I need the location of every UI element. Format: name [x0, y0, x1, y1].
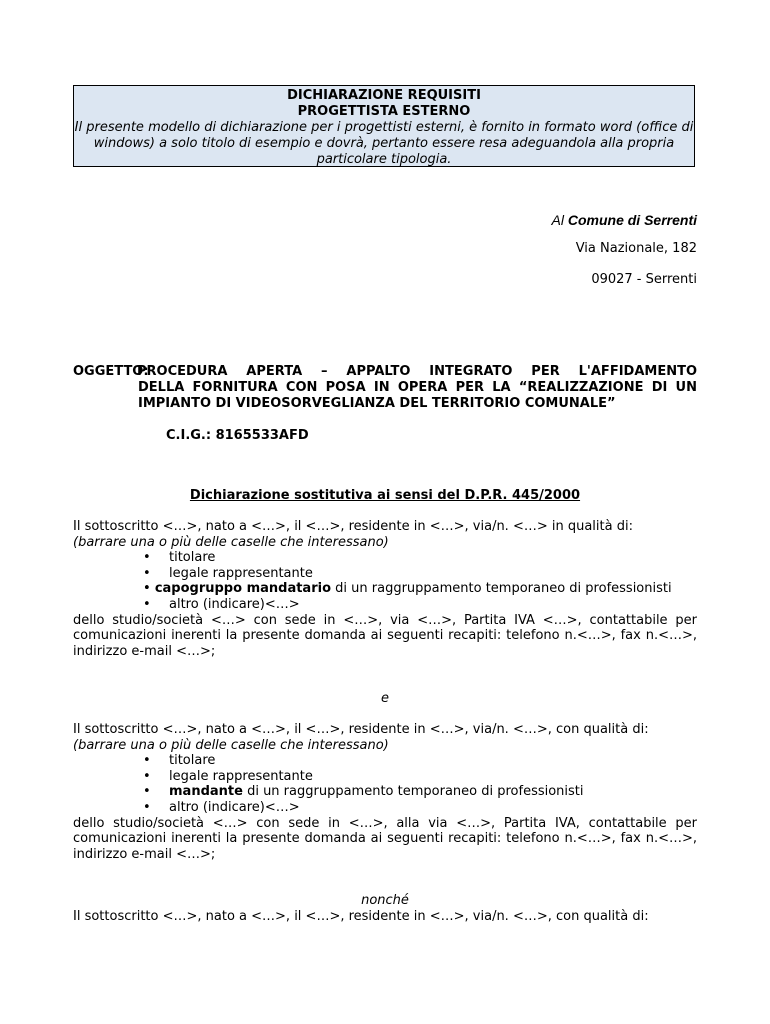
declarant-block-2 — [73, 722, 697, 862]
recipient-prefix: Al — [551, 212, 564, 228]
list-item: • legale rappresentante — [73, 769, 697, 785]
block1-options — [73, 550, 697, 612]
block2-hint: (barrare una o più delle caselle che interessano) — [73, 737, 389, 753]
subject-block — [73, 364, 697, 412]
subject-line1: PROCEDURA APERTA – APPALTO INTEGRATO PER L'AFFIDAMENTO — [137, 364, 697, 379]
recipient-city: 09027 - Serrenti — [591, 272, 697, 287]
block2-intro: Il sottoscritto <…>, nato a <…>, il <…>, residente in <…>, via/n. <…>, con qualità di: — [73, 722, 649, 737]
header-box — [73, 85, 695, 167]
block1-hint: (barrare una o più delle caselle che interessano) — [73, 534, 389, 550]
cig-code: C.I.G.: 8165533AFD — [166, 428, 309, 443]
list-item — [73, 784, 697, 800]
block1-studio: dello studio/società <…> con sede in <…>, via <…>, Partita IVA <…>, contattabile per comunicazioni inerenti la presente domanda ai seguenti recapiti: telefono n.<…>, fax n.<…>, indirizzo e-mail <…>; — [73, 612, 697, 659]
subject-rest: DELLA FORNITURA CON POSA IN OPERA PER LA “REALIZZAZIONE DI UN IMPIANTO DI VIDEOSORVEGLIANZA DEL TERRITORIO COMUNALE” — [138, 380, 697, 411]
recipient-name-line — [552, 212, 697, 228]
list-item: • titolare — [73, 753, 697, 769]
block3-intro: Il sottoscritto <…>, nato a <…>, il <…>, residente in <…>, via/n. <…>, con qualità di: — [73, 909, 649, 924]
section-title: Dichiarazione sostitutiva ai sensi del D.P.R. 445/2000 — [189, 488, 581, 503]
list-item: • altro (indicare)<…> — [73, 800, 697, 816]
header-title-line1: DICHIARAZIONE REQUISITI — [287, 88, 481, 103]
conjunction-nonche: nonché — [361, 893, 409, 908]
recipient-name: Comune di Serrenti — [567, 212, 697, 228]
conjunction-e: e — [381, 691, 389, 706]
block2-opt3-rest: di un raggruppamento temporaneo di professionisti — [242, 784, 584, 800]
block1-opt3-rest: di un raggruppamento temporaneo di professionisti — [331, 581, 672, 597]
header-title-line2: PROGETTISTA ESTERNO — [297, 104, 471, 119]
block1-opt3-bold: capogruppo mandatario — [154, 581, 332, 597]
block2-opt3-bold: mandante — [169, 784, 243, 800]
subject-label: OGGETTO: — [73, 364, 149, 379]
block2-options — [73, 753, 697, 815]
list-item: • titolare — [73, 550, 697, 566]
declarant-block-1 — [73, 519, 697, 659]
declarant-block-3 — [73, 909, 697, 925]
block1-intro: Il sottoscritto <…>, nato a <…>, il <…>, residente in <…>, via/n. <…> in qualità di: — [73, 519, 633, 534]
list-item: • altro (indicare)<…> — [73, 597, 697, 613]
header-note: Il presente modello di dichiarazione per i progettisti esterni, è fornito in formato word (office di windows) a solo titolo di esempio e dovrà, pertanto essere resa adeguandola alla propria particolare tipologia. — [74, 120, 694, 167]
list-item: • • capogruppo mandatario di un raggruppamento temporaneo di professionisti — [73, 581, 697, 597]
recipient-street: Via Nazionale, 182 — [575, 241, 697, 256]
block2-studio: dello studio/società <…> con sede in <…>, alla via <…>, Partita IVA, contattabile per comunicazioni inerenti la presente domanda ai seguenti recapiti: telefono n.<…>, fax n.<…>, indirizzo e-mail <…>; — [73, 815, 697, 862]
list-item: • legale rappresentante — [73, 566, 697, 582]
